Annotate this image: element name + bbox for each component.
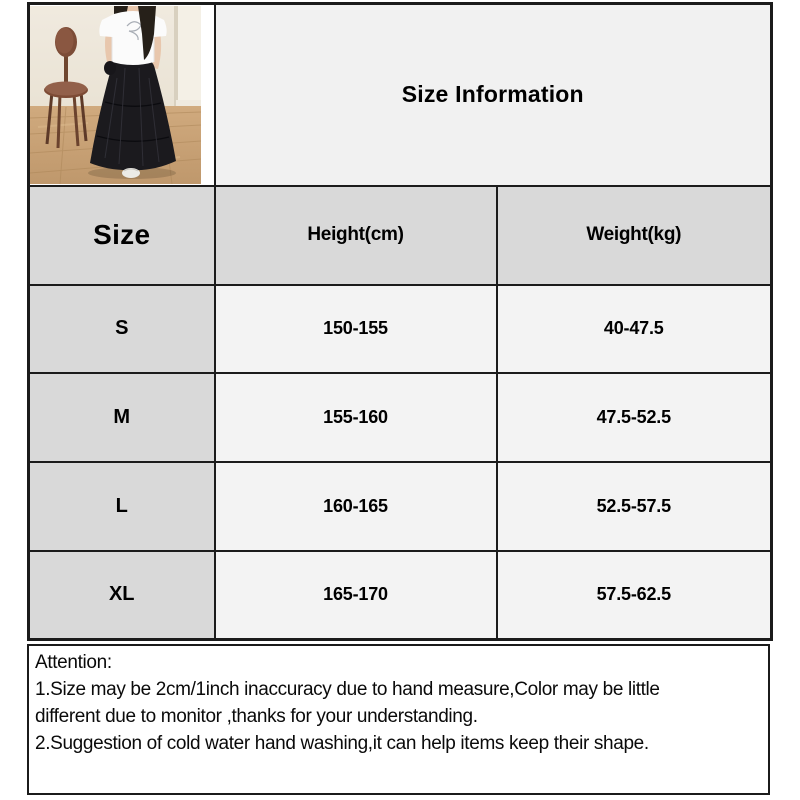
attention-line: 2.Suggestion of cold water hand washing,it can help items keep their shape. xyxy=(35,733,649,754)
weight-cell-l: 52.5-57.5 xyxy=(497,462,772,551)
size-information-title: Size Information xyxy=(215,4,772,186)
weight-cell-s: 40-47.5 xyxy=(497,285,772,373)
height-cell-l: 160-165 xyxy=(215,462,497,551)
table-row-m xyxy=(29,373,772,462)
column-header-size: Size xyxy=(29,186,215,285)
attention-line: 1.Size may be 2cm/1inch inaccuracy due to hand measure,Color may be little xyxy=(35,679,660,700)
attention-line: different due to monitor ,thanks for your understanding. xyxy=(35,706,478,727)
table-header-row xyxy=(29,186,772,285)
column-header-weight: Weight(kg) xyxy=(497,186,772,285)
size-chart-sheet xyxy=(27,2,770,795)
column-header-height: Height(cm) xyxy=(215,186,497,285)
weight-cell-xl: 57.5-62.5 xyxy=(497,551,772,640)
size-cell-l: L xyxy=(29,462,215,551)
height-cell-xl: 165-170 xyxy=(215,551,497,640)
table-row-s xyxy=(29,285,772,373)
table-row-xl xyxy=(29,551,772,640)
product-photo xyxy=(30,6,201,184)
weight-cell-m: 47.5-52.5 xyxy=(497,373,772,462)
product-photo-cell xyxy=(29,4,215,186)
attention-notes xyxy=(27,644,770,795)
size-cell-s: S xyxy=(29,285,215,373)
size-cell-m: M xyxy=(29,373,215,462)
size-cell-xl: XL xyxy=(29,551,215,640)
attention-heading: Attention: xyxy=(35,652,112,673)
size-table xyxy=(27,2,773,641)
height-cell-s: 150-155 xyxy=(215,285,497,373)
height-cell-m: 155-160 xyxy=(215,373,497,462)
table-row-l xyxy=(29,462,772,551)
